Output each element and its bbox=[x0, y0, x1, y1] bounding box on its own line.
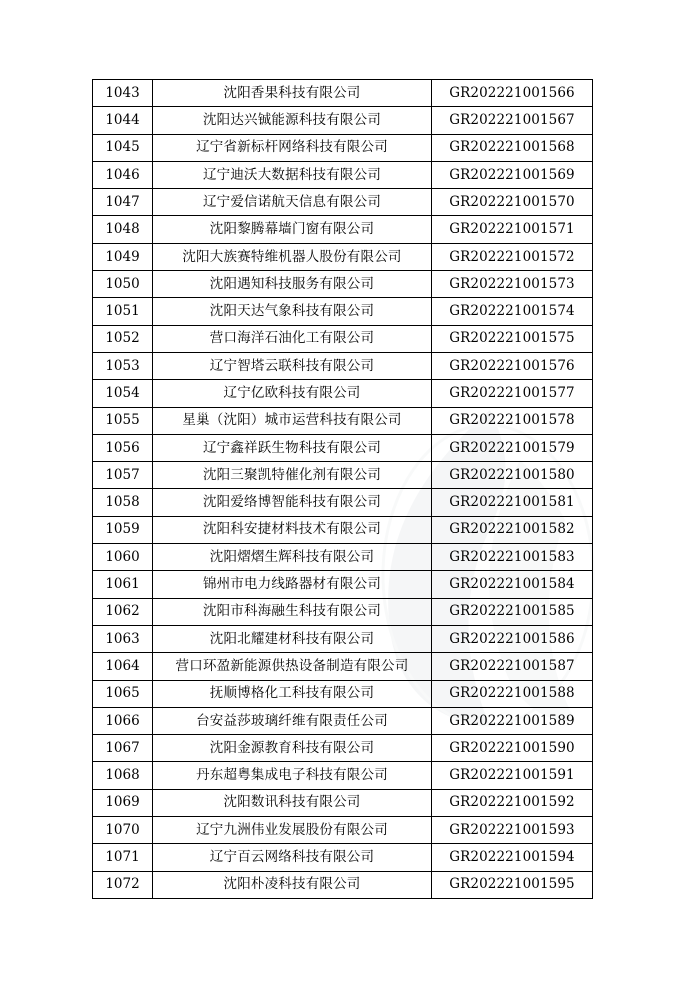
row-index: 1056 bbox=[93, 434, 153, 461]
table-row bbox=[93, 216, 593, 243]
row-index: 1044 bbox=[93, 107, 153, 134]
certificate-number: GR202221001595 bbox=[432, 871, 593, 898]
certificate-number: GR202221001594 bbox=[432, 844, 593, 871]
company-name: 沈阳爱络博智能科技有限公司 bbox=[153, 489, 432, 516]
row-index: 1047 bbox=[93, 189, 153, 216]
table-row bbox=[93, 762, 593, 789]
table-row bbox=[93, 625, 593, 652]
company-name: 沈阳熠熠生辉科技有限公司 bbox=[153, 544, 432, 571]
row-index: 1072 bbox=[93, 871, 153, 898]
certificate-number: GR202221001582 bbox=[432, 516, 593, 543]
certificate-number: GR202221001586 bbox=[432, 625, 593, 652]
row-index: 1052 bbox=[93, 325, 153, 352]
company-name: 沈阳朴凌科技有限公司 bbox=[153, 871, 432, 898]
table-row bbox=[93, 653, 593, 680]
company-name: 辽宁爱信诺航天信息有限公司 bbox=[153, 189, 432, 216]
company-name: 辽宁九洲伟业发展股份有限公司 bbox=[153, 817, 432, 844]
certificate-number: GR202221001588 bbox=[432, 680, 593, 707]
row-index: 1045 bbox=[93, 134, 153, 161]
certificate-number: GR202221001573 bbox=[432, 271, 593, 298]
company-name: 辽宁省新标杆网络科技有限公司 bbox=[153, 134, 432, 161]
table-row bbox=[93, 80, 593, 107]
company-name: 抚顺博格化工科技有限公司 bbox=[153, 680, 432, 707]
certificate-number: GR202221001575 bbox=[432, 325, 593, 352]
row-index: 1051 bbox=[93, 298, 153, 325]
row-index: 1068 bbox=[93, 762, 153, 789]
table-row bbox=[93, 107, 593, 134]
table-row bbox=[93, 844, 593, 871]
company-name: 沈阳金源教育科技有限公司 bbox=[153, 735, 432, 762]
company-name: 沈阳大族赛特维机器人股份有限公司 bbox=[153, 243, 432, 270]
table-row bbox=[93, 161, 593, 188]
row-index: 1066 bbox=[93, 707, 153, 734]
company-name: 营口环盈新能源供热设备制造有限公司 bbox=[153, 653, 432, 680]
table-row bbox=[93, 271, 593, 298]
table-row bbox=[93, 325, 593, 352]
company-name: 台安益莎玻璃纤维有限责任公司 bbox=[153, 707, 432, 734]
certificate-number: GR202221001574 bbox=[432, 298, 593, 325]
company-name: 沈阳天达气象科技有限公司 bbox=[153, 298, 432, 325]
row-index: 1050 bbox=[93, 271, 153, 298]
company-name: 锦州市电力线路器材有限公司 bbox=[153, 571, 432, 598]
certificate-number: GR202221001587 bbox=[432, 653, 593, 680]
certificate-number: GR202221001580 bbox=[432, 462, 593, 489]
certificate-number: GR202221001583 bbox=[432, 544, 593, 571]
row-index: 1062 bbox=[93, 598, 153, 625]
certificate-number: GR202221001572 bbox=[432, 243, 593, 270]
row-index: 1063 bbox=[93, 625, 153, 652]
company-name: 辽宁鑫祥跃生物科技有限公司 bbox=[153, 434, 432, 461]
certificate-number: GR202221001591 bbox=[432, 762, 593, 789]
table-row bbox=[93, 380, 593, 407]
company-name: 辽宁智塔云联科技有限公司 bbox=[153, 352, 432, 379]
company-name: 沈阳北耀建材科技有限公司 bbox=[153, 625, 432, 652]
company-name: 沈阳数讯科技有限公司 bbox=[153, 789, 432, 816]
certificate-number: GR202221001584 bbox=[432, 571, 593, 598]
row-index: 1060 bbox=[93, 544, 153, 571]
company-name: 沈阳香果科技有限公司 bbox=[153, 80, 432, 107]
table-row bbox=[93, 516, 593, 543]
company-name: 丹东超粤集成电子科技有限公司 bbox=[153, 762, 432, 789]
certificate-number: GR202221001567 bbox=[432, 107, 593, 134]
certificate-number: GR202221001578 bbox=[432, 407, 593, 434]
row-index: 1071 bbox=[93, 844, 153, 871]
row-index: 1054 bbox=[93, 380, 153, 407]
table-row bbox=[93, 571, 593, 598]
company-name: 沈阳科安捷材料技术有限公司 bbox=[153, 516, 432, 543]
table-row bbox=[93, 789, 593, 816]
row-index: 1046 bbox=[93, 161, 153, 188]
table-row bbox=[93, 735, 593, 762]
table-row bbox=[93, 707, 593, 734]
certificate-number: GR202221001592 bbox=[432, 789, 593, 816]
table-row bbox=[93, 680, 593, 707]
row-index: 1059 bbox=[93, 516, 153, 543]
company-name: 沈阳遇知科技服务有限公司 bbox=[153, 271, 432, 298]
registry-table bbox=[92, 79, 593, 899]
table-row bbox=[93, 544, 593, 571]
row-index: 1055 bbox=[93, 407, 153, 434]
certificate-number: GR202221001579 bbox=[432, 434, 593, 461]
company-name: 沈阳市科海融生科技有限公司 bbox=[153, 598, 432, 625]
row-index: 1064 bbox=[93, 653, 153, 680]
row-index: 1061 bbox=[93, 571, 153, 598]
table-row bbox=[93, 462, 593, 489]
table-row bbox=[93, 598, 593, 625]
row-index: 1067 bbox=[93, 735, 153, 762]
row-index: 1043 bbox=[93, 80, 153, 107]
certificate-number: GR202221001589 bbox=[432, 707, 593, 734]
certificate-number: GR202221001577 bbox=[432, 380, 593, 407]
certificate-number: GR202221001576 bbox=[432, 352, 593, 379]
certificate-number: GR202221001585 bbox=[432, 598, 593, 625]
table-row bbox=[93, 489, 593, 516]
row-index: 1069 bbox=[93, 789, 153, 816]
row-index: 1048 bbox=[93, 216, 153, 243]
certificate-number: GR202221001590 bbox=[432, 735, 593, 762]
table-row bbox=[93, 189, 593, 216]
company-name: 辽宁迪沃大数据科技有限公司 bbox=[153, 161, 432, 188]
company-name: 星巢（沈阳）城市运营科技有限公司 bbox=[153, 407, 432, 434]
certificate-number: GR202221001571 bbox=[432, 216, 593, 243]
certificate-number: GR202221001570 bbox=[432, 189, 593, 216]
company-name: 沈阳黎腾幕墙门窗有限公司 bbox=[153, 216, 432, 243]
table-row bbox=[93, 298, 593, 325]
row-index: 1065 bbox=[93, 680, 153, 707]
certificate-number: GR202221001568 bbox=[432, 134, 593, 161]
company-name: 营口海洋石油化工有限公司 bbox=[153, 325, 432, 352]
certificate-number: GR202221001569 bbox=[432, 161, 593, 188]
row-index: 1070 bbox=[93, 817, 153, 844]
table-row bbox=[93, 134, 593, 161]
table-row bbox=[93, 434, 593, 461]
company-name: 辽宁亿欧科技有限公司 bbox=[153, 380, 432, 407]
company-name: 辽宁百云网络科技有限公司 bbox=[153, 844, 432, 871]
company-name: 沈阳达兴铖能源科技有限公司 bbox=[153, 107, 432, 134]
company-name: 沈阳三聚凯特催化剂有限公司 bbox=[153, 462, 432, 489]
table-row bbox=[93, 871, 593, 898]
table-row bbox=[93, 817, 593, 844]
certificate-number: GR202221001566 bbox=[432, 80, 593, 107]
certificate-number: GR202221001593 bbox=[432, 817, 593, 844]
table-row bbox=[93, 407, 593, 434]
table-row bbox=[93, 243, 593, 270]
table-row bbox=[93, 352, 593, 379]
table-body bbox=[93, 80, 593, 899]
row-index: 1058 bbox=[93, 489, 153, 516]
certificate-number: GR202221001581 bbox=[432, 489, 593, 516]
row-index: 1053 bbox=[93, 352, 153, 379]
row-index: 1057 bbox=[93, 462, 153, 489]
registry-table-container bbox=[92, 79, 589, 899]
row-index: 1049 bbox=[93, 243, 153, 270]
